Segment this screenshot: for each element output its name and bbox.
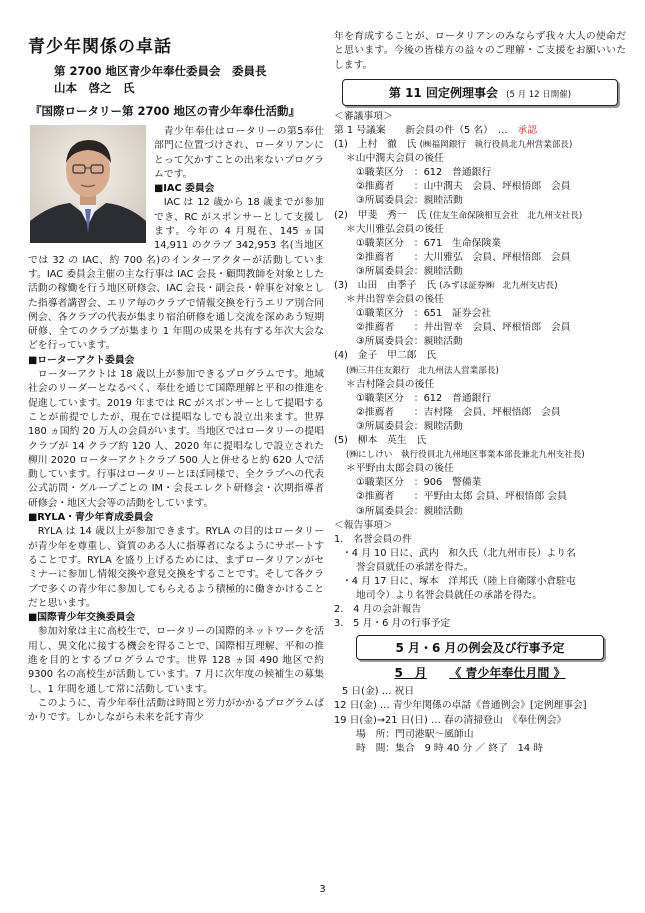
line-text: ①職業区分 ：612 普通銀行: [356, 167, 492, 179]
paragraph: このように、青少年奉仕活動は時間と労力がかかるプログラムばかりです。しかしながら未来を託す青少: [28, 697, 324, 724]
text-line: [334, 476, 626, 490]
board-meeting-date: (5 月 12 日開催): [506, 89, 572, 100]
text-line: [334, 462, 626, 476]
affiliation-text: (㈱三井住友銀行 北九州法人営業部長): [346, 365, 499, 376]
text-line: [334, 194, 626, 208]
line-text: ・4 月 17 日に、塚本 洋邦氏（陸上自衛隊小倉駐屯: [342, 575, 576, 587]
text-line: [334, 519, 626, 533]
line-text: (2) 甲斐 秀一 氏: [334, 209, 430, 221]
affiliation-text: (みずほ証券㈱ 北九州支店長): [439, 281, 558, 292]
article-body: [28, 125, 324, 725]
text-line: [334, 533, 626, 547]
section-heading: ■IAC 委員会: [154, 183, 215, 195]
text-line: [334, 547, 626, 561]
text-line: [334, 392, 626, 406]
page-number: 3: [319, 884, 326, 895]
line-text: (1) 上村 徹 氏: [334, 139, 420, 151]
month-label: 5 月: [394, 666, 427, 681]
line-text: ③所属委員会：親睦活動: [356, 505, 463, 517]
portrait-image: [30, 125, 146, 243]
schedule-heading: 5 月・6 月の例会及び行事予定: [356, 635, 604, 660]
speaker-photo: [30, 125, 146, 243]
text-line: [334, 138, 626, 152]
line-text: (5) 柳本 英生 氏: [334, 435, 427, 447]
month-theme: 《 青少年奉仕月間 》: [449, 666, 566, 681]
text-line: [334, 335, 626, 349]
text-line: [334, 237, 626, 251]
line-text: 19 日(金)→21 日(日) … 春の清掃登山 《奉仕例会》: [334, 714, 567, 726]
paragraph: 青少年奉仕はロータリーの第5奉仕部門に位置づけされ、ロータリアンにとって欠かすことの出来ないプログラムです。: [154, 126, 324, 180]
text-line: [334, 490, 626, 504]
line-text: ①職業区分 ：651 証券会社: [356, 308, 492, 320]
board-meeting-minutes: [334, 110, 626, 631]
text-line: [334, 378, 626, 392]
line-text: ②推薦者 ：山中潤夫 会員、坪根悟郎 会員: [356, 181, 571, 193]
line-text: ＜審議事項＞: [334, 110, 393, 122]
line-text: ③所属委員会：親睦活動: [356, 336, 463, 348]
line-text: 誉会員就任の承諾を得た。: [356, 561, 474, 573]
line-text: ①職業区分 ：671 生命保険業: [356, 237, 502, 249]
affiliation-text: (㈱福岡銀行 執行役員北九州営業部長): [419, 140, 573, 151]
text-line: [334, 124, 626, 138]
approval-status: 承認: [517, 124, 538, 136]
text-line: [334, 265, 626, 279]
text-line: [334, 307, 626, 321]
line-text: (4) 金子 甲二郎 氏: [334, 350, 437, 362]
section-heading: ■国際青少年交換委員会: [28, 612, 136, 624]
text-line: [334, 420, 626, 434]
line-text: 5 日(金) … 祝日: [342, 686, 415, 698]
line-text: ③所属委員会：親睦活動: [356, 195, 463, 207]
line-text: ＊吉村隆会員の後任: [346, 378, 435, 390]
paragraph: ローターアクトは 18 歳以上が参加できるプログラムです。地域社会のリーダーとなるべく、奉仕を通じて国際理解と平和の推進を促進しています。2019 年までは RC がスポンサーとして提唱することが前提でしたが、現在では提唱なしでも設立出来ます。世界 180 ヵ国約 20 万人の会員がいます。当地区ではロータリーの提唱クラブが 14 クラブ約 120 人、2020 年に提唱なしで設立された柳川 2020 ローターアクトクラブ 500 人と併せると約 620 人で活動しています。行事はロータリーとほぼ同様で、全クラブへの代表公式訪問・グループごとの IM・会長エレクト研修会・次期指導者研修会・地区大会等の活動をしています。: [28, 369, 324, 509]
text-line: [334, 448, 626, 462]
text-line: [334, 434, 626, 448]
text-line: [334, 279, 626, 293]
line-text: 場 所：門司港駅～風師山: [356, 728, 474, 740]
line-text: (3) 山田 由季子 氏: [334, 280, 440, 292]
speaker-role: 第 2700 地区青少年奉仕委員会 委員長: [54, 64, 267, 78]
page-title: 青少年関係の卓話: [28, 37, 172, 57]
text-line: [334, 406, 626, 420]
line-text: ＊井出智幸会員の後任: [346, 294, 444, 306]
article-heading: 『国際ロータリー第 2700 地区の青少年奉仕活動』: [30, 104, 301, 118]
text-line: [334, 714, 626, 728]
line-text: 3. 5 月・6 月の行事予定: [334, 618, 451, 630]
text-line: [334, 110, 626, 124]
line-text: ②推薦者 ：大川雅弘 会員、坪根悟郎 会員: [356, 251, 571, 263]
text-line: [334, 561, 626, 575]
line-text: 第 1 号議案 新会員の件（5 名） …: [334, 124, 518, 136]
text-line: [334, 152, 626, 166]
schedule-list: [334, 685, 626, 755]
board-meeting-heading: [342, 79, 618, 106]
text-line: [334, 209, 626, 223]
text-line: [334, 166, 626, 180]
line-text: ②推薦者 ：吉村隆 会員、坪根悟郎 会員: [356, 406, 561, 418]
text-line: [334, 251, 626, 265]
line-text: 1. 名誉会員の件: [334, 533, 412, 545]
line-text: ②推薦者 ：井出智幸 会員、坪根悟郎 会員: [356, 322, 571, 334]
text-line: [334, 505, 626, 519]
board-meeting-title: 第 11 回定例理事会: [388, 85, 498, 100]
line-text: 時 間：集合 9 時 40 分 ／ 終了 14 時: [356, 742, 544, 754]
text-line: [334, 321, 626, 335]
line-text: 2. 4 月の会計報告: [334, 604, 422, 616]
text-line: [334, 349, 626, 363]
text-line: [334, 364, 626, 378]
line-text: ③所属委員会：親睦活動: [356, 420, 463, 432]
text-line: [334, 223, 626, 237]
line-text: ＊大川雅弘会員の後任: [346, 223, 444, 235]
line-text: ＊山中潤夫会員の後任: [346, 153, 444, 165]
text-line: [334, 589, 626, 603]
text-line: [334, 575, 626, 589]
section-heading: ■ローターアクト委員会: [28, 354, 135, 366]
paragraph: IAC は 12 歳から 18 歳までが参加でき、RC がスポンサーとして支援します。今年の 4 月現在、145 ヵ国 14,911 のクラブ 342,953 名(当地区では 32 の IAC、約 700 名)のインターアクターが活動しています。IAC 委員会主催の主な行事は IAC 会長・顧問教師を対象とした活動の稼働を行う地区研修会、IAC 会長・副会長・幹事を対象とした指導者講習会、エリア毎のクラブで情報交換を行うエリア別合同例会、各クラブの代表が集まり宿泊研修を通し交流を深めあう短期研修、全てのクラブが集まり 1 年間の成果を共有する年次大会などを行っています。: [28, 197, 324, 352]
left-column: [28, 30, 324, 725]
article-conclusion: 年を育成することが、ロータリアンのみならず我々大人の使命だと思います。今後の皆様方の益々のご理解・ご支援をお願いいたします。: [334, 31, 626, 71]
line-text: ＊平野由太郎会員の後任: [346, 463, 454, 475]
text-line: [334, 728, 626, 742]
line-text: ①職業区分 ：906 警備業: [356, 477, 482, 489]
text-line: [334, 603, 626, 617]
paragraph: RYLA は 14 歳以上が参加できます。RYLA の目的はロータリーが青少年を尊重し、資質のある人に指導者になるようにサポートすることです。RYLA を盛り上げるためには、まずロータリアンがセミナーに参加し情報交換や意見交換をすることです。そして各クラブで多くの青少年に参加してもらえるよう積極的に働きかけることだと思います。: [28, 526, 324, 609]
text-line: [334, 685, 626, 699]
line-text: ③所属委員会：親睦活動: [356, 265, 463, 277]
line-text: ②推薦者 ：平野由太郎 会員、坪根悟郎 会員: [356, 491, 567, 503]
line-text: ＜報告事項＞: [334, 519, 393, 531]
line-text: ・4 月 10 日に、武内 和久氏（北九州市長）より名: [342, 547, 576, 559]
right-column: [334, 30, 626, 756]
month-heading: [334, 664, 626, 681]
speaker-name: 山本 啓之 氏: [54, 81, 135, 95]
line-text: 12 日(金) … 青少年関係の卓話《普通例会》[定例理事会]: [334, 700, 587, 712]
text-line: [334, 180, 626, 194]
line-text: 地司令）より名誉会員就任の承諾を得た。: [356, 590, 543, 602]
text-line: [334, 699, 626, 713]
paragraph: 参加対象は主に高校生で、ロータリーの国際的ネットワークを活用し、異文化に接する機会を得ることで、国際相互理解、平和の推進を目的とするプログラムです。世界 128 ヵ国 490 地区で約 9300 名の高校生が活動しています。7 月に次年度の候補生の募集し、1 年間を通して常に活動しています。: [28, 626, 324, 695]
text-line: [334, 617, 626, 631]
line-text: ①職業区分 ：612 普通銀行: [356, 392, 492, 404]
text-line: [334, 742, 626, 756]
text-line: [334, 293, 626, 307]
section-heading: ■RYLA・青少年育成委員会: [28, 512, 154, 524]
affiliation-text: (㈱にしけい 執行役員北九州地区事業本部長兼北九州支社長): [346, 450, 585, 461]
affiliation-text: (住友生命保険相互会社 北九州支社長): [429, 210, 583, 221]
